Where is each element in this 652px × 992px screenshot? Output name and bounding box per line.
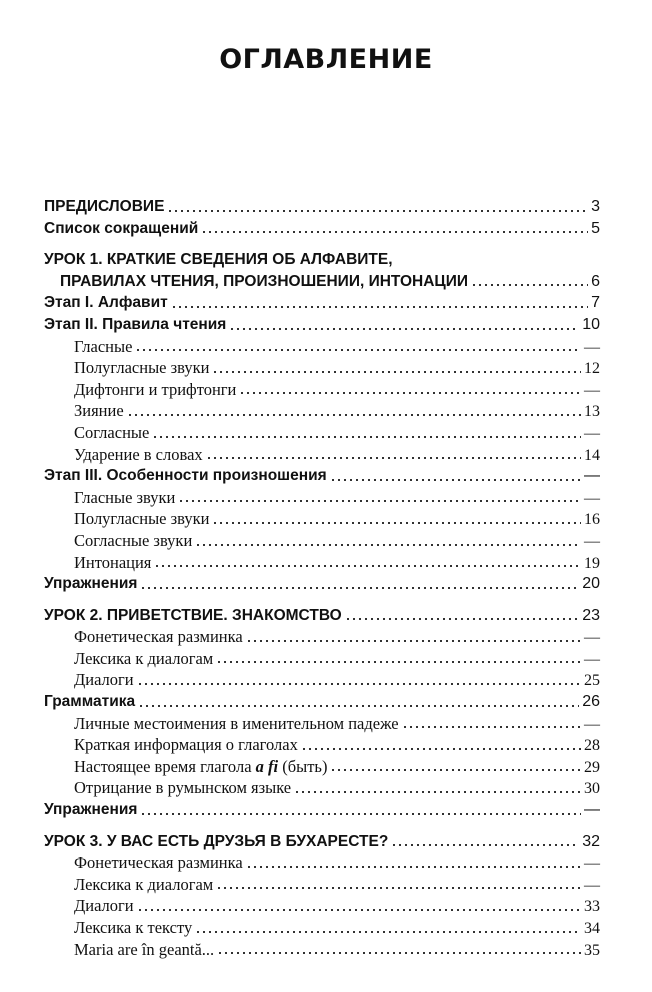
toc-entry-title: Полугласные звуки <box>74 358 210 378</box>
toc-entry-page: 33 <box>584 898 600 916</box>
toc-entry <box>44 626 600 648</box>
dot-leader <box>239 391 581 395</box>
dot-leader <box>301 747 581 751</box>
toc-entry-title: Полугласные звуки <box>74 509 210 529</box>
toc-entry-title: Список сокращений <box>44 219 199 237</box>
dot-leader <box>212 370 581 374</box>
toc-entry <box>44 292 600 314</box>
dot-leader <box>212 521 581 525</box>
toc-entry-page: 28 <box>584 737 600 755</box>
toc-entry <box>44 400 600 422</box>
toc-entry <box>44 271 600 293</box>
toc-entry <box>44 552 600 574</box>
dot-leader <box>137 682 581 686</box>
emphasized-verb: a fi <box>255 756 279 776</box>
toc-entry-page: — <box>584 876 600 894</box>
toc-entry-page: 5 <box>591 219 600 237</box>
toc-entry <box>44 939 600 961</box>
toc-entry-page: 13 <box>584 403 600 421</box>
toc-entry <box>44 831 600 853</box>
toc-entry-title: Гласные <box>74 336 133 356</box>
dot-leader <box>294 790 581 794</box>
toc-entry-title <box>74 756 327 778</box>
toc-entry-title: Этап III. Особенности произношения <box>44 467 327 485</box>
toc-entry <box>44 874 600 896</box>
toc-entry-page: 30 <box>584 780 600 798</box>
dot-leader <box>229 327 579 331</box>
toc-entry-page: — <box>584 532 600 550</box>
toc-entry <box>44 691 600 713</box>
dot-leader <box>402 725 581 729</box>
toc-entry <box>44 756 600 778</box>
toc-entry-title: Зияние <box>74 401 124 421</box>
table-of-contents <box>44 196 600 960</box>
toc-entry-page: — <box>584 424 600 442</box>
toc-entry-page: 7 <box>591 294 600 312</box>
toc-entry <box>44 249 600 271</box>
toc-entry <box>44 734 600 756</box>
toc-entry-page: 34 <box>584 920 600 937</box>
toc-entry-text: Настоящее время глагола <box>74 756 252 776</box>
toc-entry-page: 6 <box>591 272 600 290</box>
toc-entry-page: 29 <box>584 758 600 776</box>
toc-entry-title: Диалоги <box>74 896 134 916</box>
dot-leader <box>178 499 581 503</box>
toc-entry-title: Фонетическая разминка <box>74 627 243 647</box>
toc-entry-page: 26 <box>582 693 600 711</box>
toc-entry-title: УРОК 1. КРАТКИЕ СВЕДЕНИЯ ОБ АЛФАВИТЕ, <box>44 251 393 269</box>
dot-leader <box>330 478 581 482</box>
toc-entry-title: Личные местоимения в именительном падеже <box>74 713 399 733</box>
toc-entry-title: Лексика к диалогам <box>74 874 214 894</box>
toc-entry-title: Ударение в словах <box>74 444 203 464</box>
toc-entry <box>44 573 600 595</box>
toc-entry-title: Упражнения <box>44 575 138 593</box>
toc-entry <box>44 444 600 466</box>
toc-entry-title: Фонетическая разминка <box>74 853 243 873</box>
dot-leader <box>216 660 581 664</box>
dot-leader <box>195 930 581 934</box>
toc-entry-title: ПРЕДИСЛОВИЕ <box>44 198 165 215</box>
dot-leader <box>195 543 581 547</box>
dot-leader <box>391 843 579 847</box>
dot-leader <box>206 456 581 460</box>
toc-entry-page: — <box>584 715 600 733</box>
dot-leader <box>345 617 580 621</box>
toc-entry-page: — <box>584 338 600 356</box>
toc-entry <box>44 487 600 509</box>
toc-entry-title: УРОК 3. У ВАС ЕСТЬ ДРУЗЬЯ В БУХАРЕСТЕ? <box>44 832 389 850</box>
toc-entry-page: 23 <box>582 606 600 624</box>
dot-leader <box>471 283 588 287</box>
toc-entry <box>44 465 600 487</box>
toc-entry-page: 14 <box>584 446 600 464</box>
toc-entry-page: 25 <box>584 672 600 690</box>
toc-entry <box>44 218 600 240</box>
dot-leader <box>140 812 581 816</box>
toc-entry-title: Согласные звуки <box>74 530 193 550</box>
toc-entry <box>44 530 600 552</box>
toc-entry-page: 12 <box>584 360 600 378</box>
toc-entry <box>44 895 600 917</box>
toc-entry-title: Этап I. Алфавит <box>44 294 168 312</box>
dot-leader <box>138 704 579 708</box>
toc-entry <box>44 357 600 379</box>
toc-entry-title: Согласные <box>74 422 150 442</box>
toc-entry-page: 32 <box>582 832 600 850</box>
toc-entry <box>44 852 600 874</box>
dot-leader <box>171 305 588 309</box>
dot-leader <box>330 768 581 772</box>
toc-entry-title: УРОК 2. ПРИВЕТСТВИЕ. ЗНАКОМСТВО <box>44 606 342 624</box>
toc-entry <box>44 422 600 444</box>
toc-entry-title: Диалоги <box>74 670 134 690</box>
dot-leader <box>201 230 588 234</box>
toc-entry-title: Краткая информация о глаголах <box>74 735 298 755</box>
toc-entry-page: — <box>584 650 600 668</box>
toc-entry-page: — <box>584 489 600 507</box>
toc-entry-page: — <box>584 629 600 647</box>
toc-entry-page: — <box>584 381 600 399</box>
toc-entry-page: 20 <box>582 575 600 593</box>
toc-entry-page: 19 <box>584 554 600 572</box>
toc-entry <box>44 669 600 691</box>
toc-entry <box>44 314 600 336</box>
dot-leader <box>217 951 581 955</box>
toc-entry-title: Лексика к диалогам <box>74 648 214 668</box>
dot-leader <box>127 413 581 417</box>
toc-entry-title: Грамматика <box>44 693 136 711</box>
toc-entry <box>44 605 600 627</box>
toc-entry-page: — <box>584 467 600 485</box>
toc-entry-title: Упражнения <box>44 801 138 819</box>
toc-entry-page: 35 <box>584 941 600 959</box>
toc-entry-title: ПРАВИЛАХ ЧТЕНИЯ, ПРОИЗНОШЕНИИ, ИНТОНАЦИИ <box>60 272 469 290</box>
toc-entry <box>44 917 600 939</box>
page-title: ОГЛАВЛЕНИЕ <box>219 44 433 75</box>
toc-entry <box>44 777 600 799</box>
dot-leader <box>152 435 581 439</box>
toc-entry <box>44 648 600 670</box>
toc-entry-title: Этап II. Правила чтения <box>44 315 227 333</box>
dot-leader <box>167 209 588 213</box>
toc-entry <box>44 799 600 821</box>
dot-leader <box>137 908 581 912</box>
dot-leader <box>135 348 581 352</box>
toc-entry-page: — <box>584 855 600 873</box>
toc-entry-title: Интонация <box>74 552 152 572</box>
toc-entry-page: — <box>584 801 600 819</box>
toc-entry <box>44 336 600 358</box>
toc-entry <box>44 508 600 530</box>
toc-entry <box>44 713 600 735</box>
toc-entry-suffix: (быть) <box>282 756 328 776</box>
toc-entry <box>44 196 600 218</box>
toc-entry <box>44 379 600 401</box>
toc-entry-title: Maria are în geantă... <box>74 939 215 959</box>
toc-entry-title: Гласные звуки <box>74 487 176 507</box>
toc-entry-title: Отрицание в румынском языке <box>74 778 292 798</box>
dot-leader <box>154 564 581 568</box>
toc-entry-title: Дифтонги и трифтонги <box>74 379 237 399</box>
dot-leader <box>216 886 581 890</box>
dot-leader <box>140 586 579 590</box>
dot-leader <box>246 639 581 643</box>
toc-entry-title: Лексика к тексту <box>74 918 193 937</box>
toc-entry-page: 16 <box>584 511 600 529</box>
toc-entry-page: 10 <box>582 315 600 333</box>
toc-entry-page: 3 <box>591 198 600 215</box>
dot-leader <box>246 865 581 869</box>
